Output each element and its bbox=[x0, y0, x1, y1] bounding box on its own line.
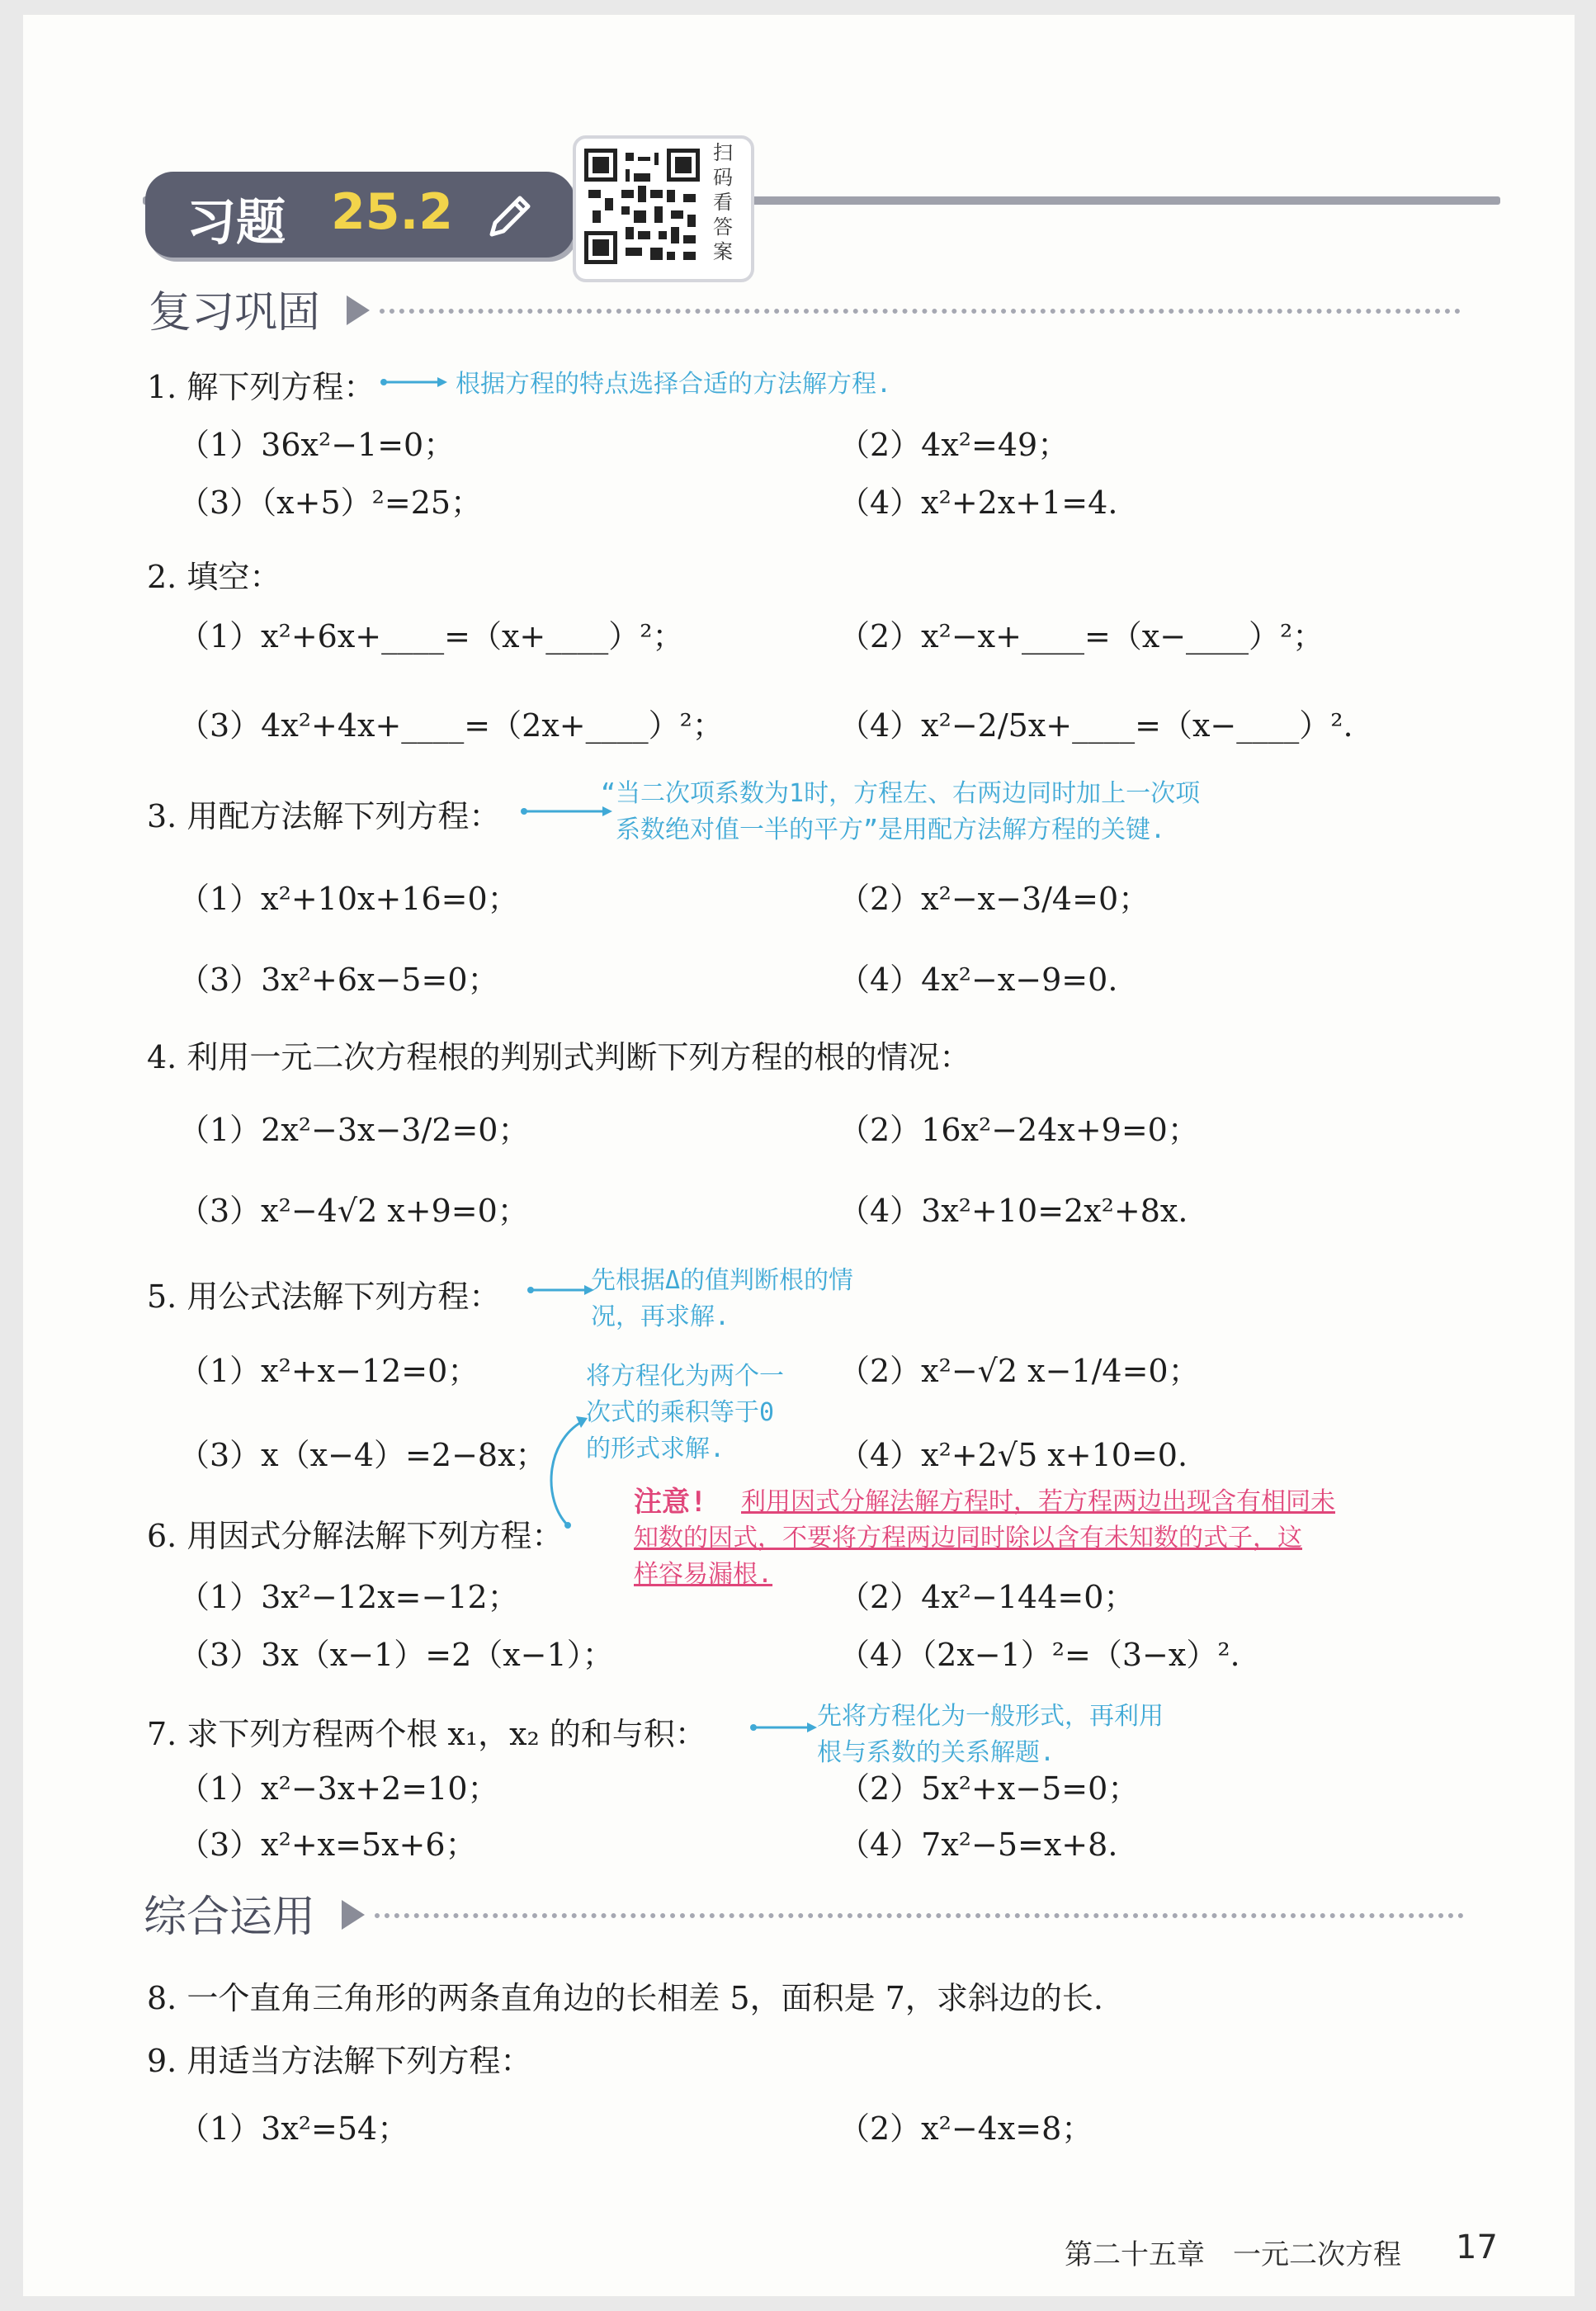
problem-2-item-2: （2）x²−x+____=（x−____）²； bbox=[838, 618, 1324, 655]
problem-5-text: 5. 用公式法解下列方程： bbox=[147, 1278, 501, 1315]
section-arrow-icon bbox=[342, 1900, 365, 1930]
problem-1-note: 根据方程的特点选择合适的方法解方程. bbox=[456, 370, 892, 399]
problem-6-item-3: （3）3x（x−1）=2（x−1）； bbox=[178, 1637, 614, 1673]
problem-3-item-3: （3）3x²+6x−5=0； bbox=[178, 962, 499, 998]
problem-6-hint-line-3: 的形式求解. bbox=[586, 1434, 725, 1463]
problem-2-item-1: （1）x²+6x+____=（x+____）²； bbox=[178, 618, 684, 655]
problem-1-item-2: （2）4x²=49； bbox=[838, 427, 1070, 463]
problem-9-text: 9. 用适当方法解下列方程： bbox=[147, 2043, 532, 2079]
problem-3-note-line-1: “当二次项系数为1时，方程左、右两边同时加上一次项 bbox=[601, 779, 1201, 808]
problem-5-item-3: （3）x（x−4）=2−8x； bbox=[178, 1437, 547, 1473]
problem-6-item-2: （2）4x²−144=0； bbox=[838, 1579, 1136, 1615]
problem-1-text: 1. 解下列方程： bbox=[147, 369, 375, 405]
exercise-banner bbox=[145, 172, 574, 258]
problem-7-item-3: （3）x²+x=5x+6； bbox=[178, 1827, 477, 1863]
section-arrow-icon bbox=[347, 295, 370, 325]
chapter-footer: 第二十五章 一元二次方程 bbox=[1065, 2238, 1401, 2271]
problem-1-item-4: （4）x²+2x+1=4. bbox=[838, 484, 1118, 521]
problem-2-item-4: （4）x²−2/5x+____=（x−____）². bbox=[838, 707, 1353, 744]
section-title-review: 复习巩固 bbox=[149, 288, 321, 338]
qr-answer-box[interactable] bbox=[573, 135, 754, 282]
qr-code-icon[interactable] bbox=[584, 149, 700, 264]
problem-7-note-line-2: 根与系数的关系解题. bbox=[817, 1738, 1055, 1767]
problem-4-item-2: （2）16x²−24x+9=0； bbox=[838, 1112, 1199, 1148]
problem-7-item-1: （1）x²−3x+2=10； bbox=[178, 1770, 499, 1807]
arrow-icon bbox=[380, 370, 450, 395]
problem-3-text: 3. 用配方法解下列方程： bbox=[147, 798, 501, 834]
problem-6-item-4: （4）（2x−1）²=（3−x）². bbox=[838, 1637, 1240, 1673]
problem-8-text: 8. 一个直角三角形的两条直角边的长相差 5，面积是 7，求斜边的长. bbox=[147, 1980, 1103, 2016]
problem-6-item-1: （1）3x²−12x=−12； bbox=[178, 1579, 519, 1615]
warning-label: 注意! bbox=[634, 1486, 707, 1519]
section-divider bbox=[375, 1913, 1464, 1918]
problem-3-item-4: （4）4x²−x−9=0. bbox=[838, 962, 1118, 998]
problem-4-item-1: （1）2x²−3x−3/2=0； bbox=[178, 1112, 530, 1148]
exercise-title: 习题 bbox=[187, 194, 286, 252]
problem-1-item-1: （1）36x²−1=0； bbox=[178, 427, 456, 463]
problem-1-item-3: （3）（x+5）²=25； bbox=[178, 484, 483, 521]
arrow-icon bbox=[526, 1278, 597, 1302]
warning-line-2: 知数的因式，不要将方程两边同时除以含有未知数的式子，这 bbox=[634, 1524, 1302, 1552]
qr-label: 扫 码 看 答 案 bbox=[713, 141, 733, 263]
problem-6-hint-line-1: 将方程化为两个一 bbox=[586, 1362, 784, 1391]
problem-6-text: 6. 用因式分解法解下列方程： bbox=[147, 1518, 564, 1554]
problem-4-text: 4. 利用一元二次方程根的判别式判断下列方程的根的情况： bbox=[147, 1039, 971, 1075]
problem-4-item-3: （3）x²−4√2 x+9=0； bbox=[178, 1193, 529, 1229]
problem-5-note-line-2: 况，再求解. bbox=[591, 1302, 730, 1331]
problem-3-note-line-2: 系数绝对值一半的平方”是用配方法解方程的关键. bbox=[616, 815, 1166, 844]
problem-3-item-1: （1）x²+10x+16=0； bbox=[178, 881, 519, 917]
problem-2-text: 2. 填空： bbox=[147, 559, 281, 595]
exercise-number: 25.2 bbox=[331, 183, 454, 241]
problem-5-item-4: （4）x²+2√5 x+10=0. bbox=[838, 1437, 1188, 1473]
problem-2-item-3: （3）4x²+4x+____=（2x+____）²； bbox=[178, 707, 724, 744]
section-divider bbox=[380, 309, 1461, 314]
problem-7-item-4: （4）7x²−5=x+8. bbox=[838, 1827, 1118, 1863]
warning-line-3: 样容易漏根. bbox=[634, 1560, 773, 1589]
problem-5-note-line-1: 先根据Δ的值判断根的情 bbox=[591, 1266, 854, 1295]
section-title-apply: 综合运用 bbox=[144, 1893, 316, 1942]
problem-7-note-line-1: 先将方程化为一般形式，再利用 bbox=[817, 1702, 1164, 1731]
problem-5-item-1: （1）x²+x−12=0； bbox=[178, 1353, 479, 1389]
problem-6-hint-line-2: 次式的乘积等于0 bbox=[586, 1398, 775, 1427]
textbook-page bbox=[23, 15, 1575, 2296]
problem-7-text: 7. 求下列方程两个根 x₁，x₂ 的和与积： bbox=[147, 1716, 706, 1752]
problem-5-item-2: （2）x²−√2 x−1/4=0； bbox=[838, 1353, 1200, 1389]
problem-4-item-4: （4）3x²+10=2x²+8x. bbox=[838, 1193, 1188, 1229]
problem-9-item-2: （2）x²−4x=8； bbox=[838, 2110, 1093, 2147]
warning-line-1: 利用因式分解法解方程时，若方程两边出现含有相同未 bbox=[741, 1487, 1335, 1516]
problem-3-item-2: （2）x²−x−3/4=0； bbox=[838, 881, 1150, 917]
pencil-icon bbox=[484, 190, 536, 243]
problem-9-item-1: （1）3x²=54； bbox=[178, 2110, 409, 2147]
problem-7-item-2: （2）5x²+x−5=0； bbox=[838, 1770, 1140, 1807]
arrow-icon bbox=[749, 1715, 819, 1740]
page-number: 17 bbox=[1456, 2228, 1498, 2266]
